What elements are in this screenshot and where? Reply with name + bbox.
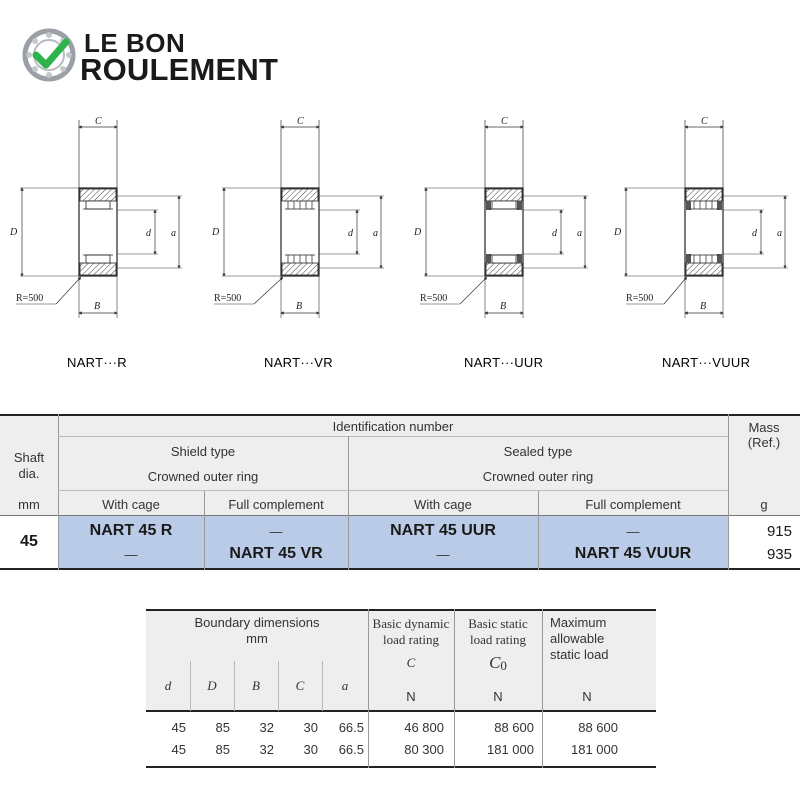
drawing-nart-vr	[211, 116, 384, 370]
header-rule	[146, 710, 656, 712]
row-divider	[58, 490, 728, 491]
row2-C: 30	[303, 742, 318, 758]
dim-label-c: C	[297, 116, 304, 127]
part-nart-45-uur: NART 45 UUR	[390, 522, 496, 539]
row1-dynamic: 46 800	[404, 720, 444, 736]
row1-d: 45	[171, 720, 186, 736]
col-C: C	[295, 678, 305, 694]
dim-label-B: B	[94, 301, 101, 312]
drawing-caption: NART···VR	[264, 355, 333, 370]
row2-B: 32	[259, 742, 274, 758]
header-rule	[0, 515, 800, 516]
dim-label-B: B	[296, 301, 303, 312]
boundary-dimensions-header: Boundary dimensions mm	[194, 615, 320, 646]
radius-label: R=500	[214, 293, 242, 304]
row2-D: 85	[215, 742, 230, 758]
col-B: B	[252, 678, 260, 694]
max-static-load-header: Maximum allowable static load	[550, 614, 609, 663]
row2-dynamic: 80 300	[404, 742, 444, 758]
bearing-check-logo-icon	[22, 28, 76, 82]
dynamic-load-symbol: C	[406, 655, 416, 671]
drawing-caption: NART···UUR	[464, 355, 544, 370]
static-load-symbol-c: C	[489, 652, 501, 672]
crowned-outer-ring-1: Crowned outer ring	[147, 468, 259, 484]
dash-cell: —	[436, 546, 450, 562]
dim-label-d: d	[752, 228, 757, 239]
identification-header: Identification number	[332, 418, 454, 434]
top-rule	[146, 609, 656, 611]
dim-label-c: C	[701, 116, 708, 127]
bearing-drawings	[0, 108, 800, 388]
dim-label-B: B	[700, 301, 707, 312]
static-load-symbol	[454, 651, 542, 675]
full-complement-2: Full complement	[585, 496, 681, 512]
radius-label: R=500	[16, 293, 44, 304]
brand-line2: ROULEMENT	[80, 52, 279, 87]
radius-label: R=500	[626, 293, 654, 304]
dynamic-load-header: Basic dynamic load rating	[372, 616, 450, 647]
unit-newton: N	[406, 689, 416, 705]
dim-label-a: a	[777, 228, 782, 239]
row1-C: 30	[303, 720, 318, 736]
row2-d: 45	[171, 742, 186, 758]
dash-cell: —	[269, 523, 283, 539]
row1-a: 66.5	[338, 720, 364, 736]
with-cage-2: With cage	[414, 496, 472, 512]
sealed-type-header: Sealed type	[503, 443, 573, 459]
dim-label-B: B	[500, 301, 507, 312]
row1-D: 85	[215, 720, 230, 736]
col-a: a	[341, 678, 349, 694]
mass-value-1: 915	[766, 522, 792, 540]
static-load-subscript: 0	[500, 658, 507, 674]
mass-header: Mass (Ref.)	[747, 420, 781, 450]
dash-cell: —	[124, 546, 138, 562]
brand-line1: LE BON	[84, 28, 186, 58]
col-d: d	[164, 678, 172, 694]
dim-label-a: a	[577, 228, 582, 239]
drawing-caption: NART···VUUR	[662, 355, 751, 370]
bottom-rule	[146, 766, 656, 768]
dim-label-d: d	[348, 228, 353, 239]
dimensions-table	[146, 609, 656, 769]
shaft-dia-header: Shaft dia.	[13, 449, 45, 481]
radius-label: R=500	[420, 293, 448, 304]
part-nart-45-vr: NART 45 VR	[229, 545, 323, 562]
crowned-outer-ring-2: Crowned outer ring	[482, 468, 594, 484]
identification-table	[0, 414, 800, 570]
dim-label-D: D	[414, 227, 422, 238]
dim-label-D: D	[614, 227, 622, 238]
with-cage-1: With cage	[102, 496, 160, 512]
row1-static: 88 600	[494, 720, 534, 736]
row2-a: 66.5	[338, 742, 364, 758]
mass-unit: g	[760, 496, 768, 512]
dim-label-D: D	[10, 227, 18, 238]
shaft-value: 45	[20, 533, 38, 550]
dim-label-c: C	[95, 116, 102, 127]
mass-value-2: 935	[766, 545, 792, 563]
static-load-header: Basic static load rating	[468, 616, 528, 647]
row1-B: 32	[259, 720, 274, 736]
part-nart-45-vuur: NART 45 VUUR	[574, 545, 692, 562]
row2-max: 181 000	[571, 742, 618, 758]
row1-max: 88 600	[578, 720, 618, 736]
shaft-unit: mm	[18, 496, 40, 512]
full-complement-1: Full complement	[228, 496, 324, 512]
unit-newton: N	[493, 689, 503, 705]
dim-label-d: d	[552, 228, 557, 239]
shield-type-header: Shield type	[170, 443, 236, 459]
drawing-nart-vuur	[613, 116, 788, 370]
col-D: D	[207, 678, 217, 694]
drawing-nart-uur	[413, 116, 588, 370]
row-divider	[58, 436, 728, 437]
dim-label-a: a	[373, 228, 378, 239]
dim-label-d: d	[146, 228, 151, 239]
part-nart-45-r: NART 45 R	[89, 522, 173, 539]
drawing-caption: NART···R	[67, 355, 127, 370]
row2-static: 181 000	[487, 742, 534, 758]
brand-logo	[22, 26, 302, 86]
drawing-nart-r	[9, 116, 182, 370]
dim-label-D: D	[212, 227, 220, 238]
unit-newton: N	[582, 689, 592, 705]
dash-cell: —	[626, 523, 640, 539]
dim-label-a: a	[171, 228, 176, 239]
dim-label-c: C	[501, 116, 508, 127]
bottom-rule	[0, 568, 800, 570]
